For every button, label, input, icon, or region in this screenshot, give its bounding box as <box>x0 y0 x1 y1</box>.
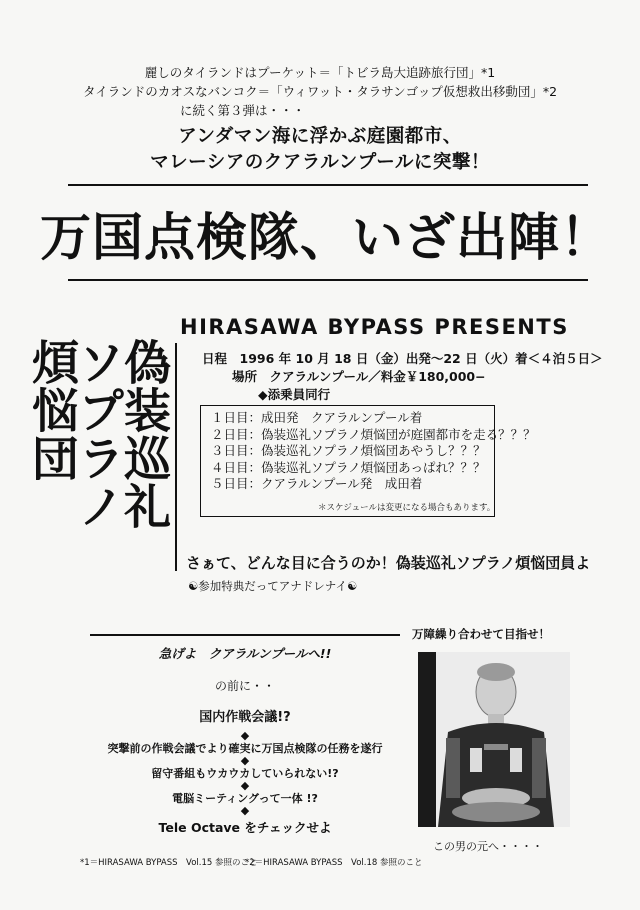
schedule-note: ＊スケジュールは変更になる場合もあります。 <box>318 503 496 513</box>
catchphrase: さぁて、どんな目に合うのか！偽装巡礼ソプラノ煩悩団員よ <box>186 554 591 572</box>
group-name-col-1: 偽装巡礼 <box>116 338 171 530</box>
man-photo-image <box>418 652 570 827</box>
flow-step-mission: 突撃前の作戦会議でより確実に万国点検隊の任務を遂行 <box>107 742 383 755</box>
bottom-section-rule <box>90 634 400 636</box>
pre-mission-flow <box>95 646 395 835</box>
bonus-text: ☯参加特典だってアナドレナイ☯ <box>188 579 358 593</box>
schedule-place: 場所 クアラルンプール／料金￥180,000− <box>232 369 486 384</box>
intro-line-1: 麗しのタイランドはプーケット＝「トビラ島大追跡旅行団」*1 <box>144 65 496 80</box>
day-item-1: １日目：成田発 クアラルンプール着 <box>211 410 423 425</box>
day-item-2: ２日目：偽装巡礼ソプラノ煩悩団が庭園都市を走る？？？ <box>211 426 536 442</box>
headline-bottom-rule <box>68 279 588 281</box>
headline-top-rule <box>68 184 588 186</box>
group-name-col-3: 煩悩団 <box>24 338 79 482</box>
flow-arrow-icon: ◆ <box>240 804 250 817</box>
flow-arrow-icon: ◆ <box>240 779 250 792</box>
day-item-4: ４日目：偽装巡礼ソプラノ煩悩団あっぱれ？？？ <box>211 459 486 475</box>
headline-title: 万国点検隊、いざ出陣！ <box>40 209 613 268</box>
flow-arrow-icon: ◆ <box>240 729 250 742</box>
intro-line-2: タイランドのカオスなバンコク＝「ウィワット・タラサンゴップ仮想救出移動団」*2 <box>82 84 558 99</box>
flow-step-stay-behind: 留守番組もウカウカしていられない!? <box>151 767 339 780</box>
flow-step-before: の前に・・ <box>214 679 275 693</box>
schedule-escort: ◆添乗員同行 <box>258 387 331 402</box>
flow-step-online-meeting: 電脳ミーティングって一体 !? <box>172 792 318 805</box>
flow-step-tele-octave: Tele Octave をチェックせよ <box>158 820 332 835</box>
day-item-5: ５日目：クアラルンプール発 成田着 <box>211 476 423 491</box>
day-item-3: ３日目：偽装巡礼ソプラノ煩悩団あやうし？？？ <box>211 443 486 458</box>
man-photo <box>418 652 570 827</box>
flow-heading: 急げよ クアラルンプールへ!! <box>158 646 332 661</box>
intro-line-3: に続く第３弾は・・・ <box>180 103 306 118</box>
photo-caption-bottom: この男の元へ・・・・ <box>433 840 543 853</box>
subtitle-line-1: アンダマン海に浮かぶ庭園都市、 <box>178 126 462 147</box>
footnote-2: *2＝HIRASAWA BYPASS Vol.18 参照のこと <box>245 858 423 868</box>
footnote-1: *1＝HIRASAWA BYPASS Vol.15 参照のこと <box>80 858 258 868</box>
presents-heading: HIRASAWA BYPASS PRESENTS <box>180 315 569 339</box>
group-name-col-2: ソプラノ <box>70 338 125 530</box>
schedule-dates: 日程 1996 年 10 月 18 日（金）出発〜22 日（火）着＜４泊５日＞ <box>202 351 603 366</box>
flow-arrow-icon: ◆ <box>240 754 250 767</box>
flow-step-strategy-meeting: 国内作戦会議!? <box>199 710 291 725</box>
subtitle-line-2: マレーシアのクアラルンプールに突撃！ <box>150 152 490 173</box>
photo-caption-top: 万障繰り合わせて目指せ！ <box>412 627 550 641</box>
